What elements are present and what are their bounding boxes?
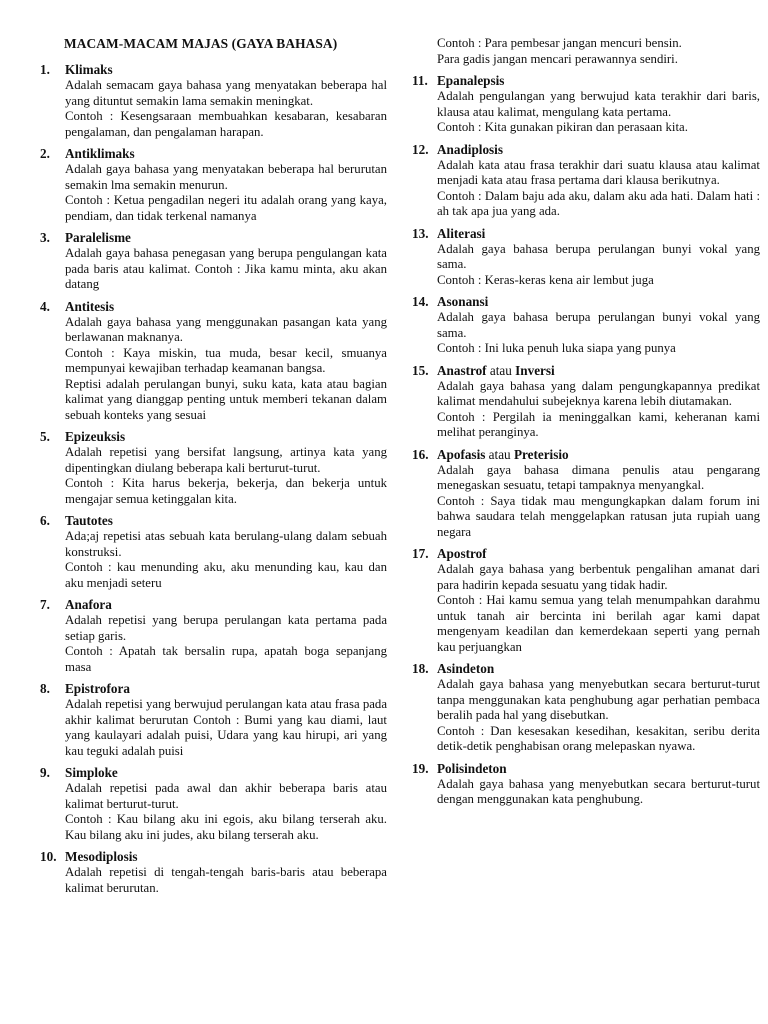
entry-name-secondary: Preterisio	[513, 446, 569, 462]
entry-name-primary: Simploke	[65, 765, 118, 780]
entry-paragraph: Contoh : Dalam baju ada aku, dalam aku ada hati. Dalam hati : ah tak apa jua yang ada.	[437, 188, 760, 218]
entry-number: 2.	[40, 146, 50, 161]
entry-name-primary: Epanalepsis	[437, 73, 505, 88]
entry-name-primary: Antiklimaks	[65, 146, 135, 161]
entry-paragraph: Adalah gaya bahasa yang menggunakan pasangan kata yang berlawanan maknanya.	[65, 314, 387, 344]
entry-number: 4.	[40, 298, 50, 314]
entry-number: 14.	[412, 294, 429, 309]
entry-paragraph: Adalah repetisi yang berupa perulangan kata pertama pada setiap garis.	[65, 613, 387, 643]
entry-name-primary: Asindeton	[437, 661, 495, 676]
entry-number: 7.	[40, 597, 50, 612]
entry-paragraph: Ada;aj repetisi atas sebuah kata berulang-ulang dalam sebuah konstruksi.	[65, 529, 387, 559]
entry-number: 10.	[40, 849, 57, 864]
entry-name-primary: Epistrofora	[65, 681, 130, 696]
entry-paragraph: Adalah gaya bahasa yang menyebutkan secara berturut-turut tanpa menggunakan kata penghubung agar perhatian pembaca beralih pada hal yang disebutkan.	[437, 677, 760, 722]
entry-name-primary: Aliterasi	[437, 225, 486, 241]
entry-heading	[412, 363, 760, 379]
entry-body	[437, 89, 760, 136]
entry-body	[437, 677, 760, 755]
entry-paragraph: Contoh : Keras-keras kena air lembut juga	[437, 272, 654, 287]
entry-paragraph: Contoh : kau menunding aku, aku menunding kau, kau dan aku menjadi seteru	[65, 560, 387, 590]
entry-name	[65, 513, 113, 529]
entry-name-primary: Apostrof	[437, 546, 487, 561]
entry-name	[65, 299, 114, 315]
majas-entry	[40, 681, 387, 759]
entry-body	[65, 246, 387, 293]
entry-name-primary: Anafora	[65, 597, 112, 612]
entry-name-primary: Paralelisme	[65, 230, 131, 245]
entry-name-primary: Mesodiplosis	[65, 849, 138, 864]
entry-heading	[40, 765, 387, 781]
majas-entry	[40, 513, 387, 591]
entry-name	[437, 661, 494, 677]
majas-entry	[412, 363, 760, 441]
entry-number: 11.	[412, 73, 428, 88]
entry-number: 3.	[40, 230, 50, 245]
entry-paragraph: Adalah gaya bahasa penegasan yang berupa pengulangan kata pada baris atau kalimat. Contoh : Jika kamu minta, aku akan datang	[65, 246, 387, 291]
entry-heading	[40, 146, 387, 162]
entry-paragraph: Contoh : Kesengsaraan membuahkan kesabaran, kesabaran pengalaman, dan pengalaman harapan.	[65, 109, 387, 139]
entry-paragraph: Adalah pengulangan yang berwujud kata terakhir dari baris, klausa atau kalimat, mengulang kata pertama.	[437, 89, 760, 119]
majas-entry	[412, 661, 760, 755]
entry-paragraph: Adalah gaya bahasa yang berbentuk pengalihan amanat dari para hadirin kepada sesuatu yang tidak hadir.	[437, 562, 760, 592]
entry-paragraph: Contoh : Ketua pengadilan negeri itu adalah orang yang kaya, pendiam, dan tidak terkenal namanya	[65, 193, 387, 223]
entry-body	[65, 613, 387, 675]
entry-name	[65, 849, 138, 865]
document-title: MACAM-MACAM MAJAS (GAYA BAHASA)	[64, 36, 338, 51]
entry-name	[437, 142, 503, 158]
entry-name	[65, 765, 118, 781]
majas-entry	[40, 597, 387, 675]
entry-heading	[412, 73, 760, 89]
entry-name-primary: Anadiplosis	[437, 141, 503, 157]
entry-body	[437, 158, 760, 220]
entry-paragraph: Adalah gaya bahasa yang menyebutkan secara berturut-turut dengan menggunakan kata penghubung.	[437, 776, 760, 806]
entry-body	[65, 78, 387, 140]
entry-name-secondary: Inversi	[515, 362, 555, 378]
entry-heading	[40, 429, 387, 445]
entry-paragraph: Adalah gaya bahasa berupa perulangan bunyi vokal yang sama.	[437, 241, 760, 271]
entry-name-primary: Klimaks	[65, 62, 113, 77]
majas-entry	[40, 230, 387, 293]
entry-number: 13.	[412, 225, 429, 241]
entry-heading	[412, 226, 760, 242]
majas-entry	[40, 299, 387, 424]
entry-body	[65, 315, 387, 424]
majas-entry	[412, 73, 760, 136]
entry-number: 18.	[412, 661, 429, 676]
entry-heading	[40, 230, 387, 246]
entry-name	[437, 226, 485, 242]
entry-heading	[412, 447, 760, 463]
entry-heading	[40, 597, 387, 613]
entry-name-primary: Anastrof	[437, 362, 487, 378]
entry-number: 5.	[40, 429, 50, 444]
entry-paragraph: Contoh : Saya tidak mau mengungkapkan dalam forum ini bahwa saudara telah menggelapkan ratusan juta rupiah uang negara	[437, 493, 760, 539]
entry-number: 17.	[412, 546, 429, 561]
entry-name	[65, 146, 135, 162]
entry-heading	[412, 661, 760, 677]
entry-body	[437, 562, 760, 655]
entry-body	[65, 445, 387, 507]
majas-entry	[412, 546, 760, 655]
entry-paragraph: Adalah gaya bahasa berupa perulangan bunyi vokal yang sama.	[437, 310, 760, 340]
majas-entry	[40, 429, 387, 507]
entry-body	[437, 242, 760, 289]
entry-heading	[412, 142, 760, 158]
entry-number: 12.	[412, 141, 429, 157]
entry-name	[437, 363, 555, 379]
entry-paragraph: Contoh : Apatah tak bersalin rupa, apatah boga sepanjang masa	[65, 644, 387, 674]
entry-body	[65, 697, 387, 759]
entry-name	[65, 62, 113, 78]
entry-paragraph: Adalah kata atau frasa terakhir dari suatu klausa atau kalimat menjadi kata atau frasa pertama dari klausa berikutnya.	[437, 157, 760, 187]
entry-heading	[40, 849, 387, 865]
entry-paragraph: Contoh : Kaya miskin, tua muda, besar kecil, smuanya mempunyai kewajiban terhadap keamanan bangsa.	[65, 345, 387, 375]
entry-name	[65, 429, 125, 445]
entry-name	[65, 681, 130, 697]
entry-heading	[40, 62, 387, 78]
majas-entry	[412, 294, 760, 357]
majas-entry	[412, 142, 760, 220]
entry-paragraph: Contoh : Pergilah ia meninggalkan kami, keheranan kami melihat peranginya.	[437, 409, 760, 439]
majas-entry	[412, 761, 760, 808]
entry-body	[65, 781, 387, 843]
entry-paragraph: Reptisi adalah perulangan bunyi, suku kata, kata atau bagian kalimat yang dianggap penting untuk memberi tekanan dalam sebuah konteks yang sesuai	[65, 376, 387, 422]
majas-entry	[412, 447, 760, 541]
entry-number: 1.	[40, 62, 50, 77]
entry-name-primary: Tautotes	[65, 513, 113, 528]
entry-paragraph: Adalah repetisi pada awal dan akhir beberapa baris atau kalimat berturut-turut.	[65, 781, 387, 811]
entry-heading	[40, 299, 387, 315]
entry-paragraph: Adalah repetisi yang berwujud perulangan kata atau frasa pada akhir kalimat berurutan Contoh : Bumi yang kau diami, laut yang kaulayari adalah puisi, Udara yang kau hirupi, ari yang kau teguki adalah puisi	[65, 697, 387, 758]
entry-name	[437, 761, 507, 777]
left-column	[40, 36, 387, 902]
entry-paragraph: Adalah gaya bahasa yang menyatakan beberapa hal berurutan semakin lma semakin menurun.	[65, 162, 387, 192]
entry-name	[437, 447, 569, 463]
entry-number: 15.	[412, 362, 429, 378]
entry-number: 8.	[40, 681, 50, 696]
entry-name-primary: Apofasis	[437, 446, 486, 462]
right-continuation	[437, 36, 760, 67]
majas-entry	[40, 146, 387, 224]
continuation-line: Para gadis jangan mencari perawannya sendiri.	[437, 51, 678, 66]
entry-body	[437, 463, 760, 541]
entry-body	[65, 529, 387, 591]
entry-paragraph: Adalah gaya bahasa yang dalam pengungkapannya predikat kalimat mendahului subejeknya karena lebih diutamakan.	[437, 378, 760, 408]
entry-name-primary: Antitesis	[65, 298, 115, 314]
majas-entry	[40, 849, 387, 896]
entry-paragraph: Adalah semacam gaya bahasa yang menyatakan beberapa hal yang dituntut semakin lama semakin meningkat.	[65, 78, 387, 108]
entry-name	[437, 546, 487, 562]
entry-body	[437, 310, 760, 357]
entry-name	[437, 73, 504, 89]
entry-paragraph: Contoh : Kita gunakan pikiran dan perasaan kita.	[437, 120, 688, 134]
entry-paragraph: Adalah repetisi di tengah-tengah baris-baris atau beberapa kalimat berurutan.	[65, 865, 387, 895]
entry-paragraph: Contoh : Ini luka penuh luka siapa yang punya	[437, 341, 676, 355]
entry-number: 9.	[40, 765, 50, 780]
entry-paragraph: Contoh : Kau bilang aku ini egois, aku bilang terserah aku. Kau bilang aku ini judes, aku bilang terserah aku.	[65, 812, 387, 842]
entry-body	[437, 379, 760, 441]
entry-heading	[40, 513, 387, 529]
entry-number: 16.	[412, 446, 429, 462]
entry-name-primary: Epizeuksis	[65, 429, 126, 444]
entry-heading	[412, 761, 760, 777]
entry-heading	[40, 681, 387, 697]
majas-entry	[40, 765, 387, 843]
entry-name-joiner: atau	[488, 446, 511, 462]
majas-entry	[412, 226, 760, 289]
entry-paragraph: Contoh : Kita harus bekerja, bekerja, dan bekerja untuk mengajar semua ketinggalan kita.	[65, 476, 387, 506]
entry-number: 6.	[40, 513, 50, 528]
entry-name	[65, 597, 112, 613]
entry-body	[437, 777, 760, 808]
entry-name-primary: Polisindeton	[437, 760, 507, 776]
entry-number: 19.	[412, 760, 429, 776]
majas-entry	[40, 62, 387, 140]
entry-heading	[412, 546, 760, 562]
entry-paragraph: Adalah repetisi yang bersifat langsung, artinya kata yang dipentingkan diulang beberapa kali berturut-turut.	[65, 445, 387, 475]
entry-paragraph: Adalah gaya bahasa dimana penulis atau pengarang menegaskan sesuatu, tetapi tampaknya menyangkal.	[437, 462, 760, 492]
entry-name-joiner: atau	[489, 362, 512, 378]
entry-body	[65, 865, 387, 896]
entry-heading	[412, 294, 760, 310]
entry-name	[65, 230, 131, 246]
entry-paragraph: Contoh : Dan kesesakan kesedihan, kesakitan, seribu derita detik-detik penghabisan orang melepaskan nyawa.	[437, 723, 760, 753]
entry-name	[437, 294, 488, 310]
right-column	[412, 36, 760, 814]
entry-paragraph: Contoh : Hai kamu semua yang telah menumpahkan darahmu untuk tanah air bercinta ini berilah agar kami dapat mengenyam keadilan dan kemerdekaan seperti yang pernah kau perjuangkan	[437, 593, 760, 654]
continuation-line: Contoh : Para pembesar jangan mencuri bensin.	[437, 36, 682, 50]
entry-name-primary: Asonansi	[437, 294, 489, 309]
entry-body	[65, 162, 387, 224]
